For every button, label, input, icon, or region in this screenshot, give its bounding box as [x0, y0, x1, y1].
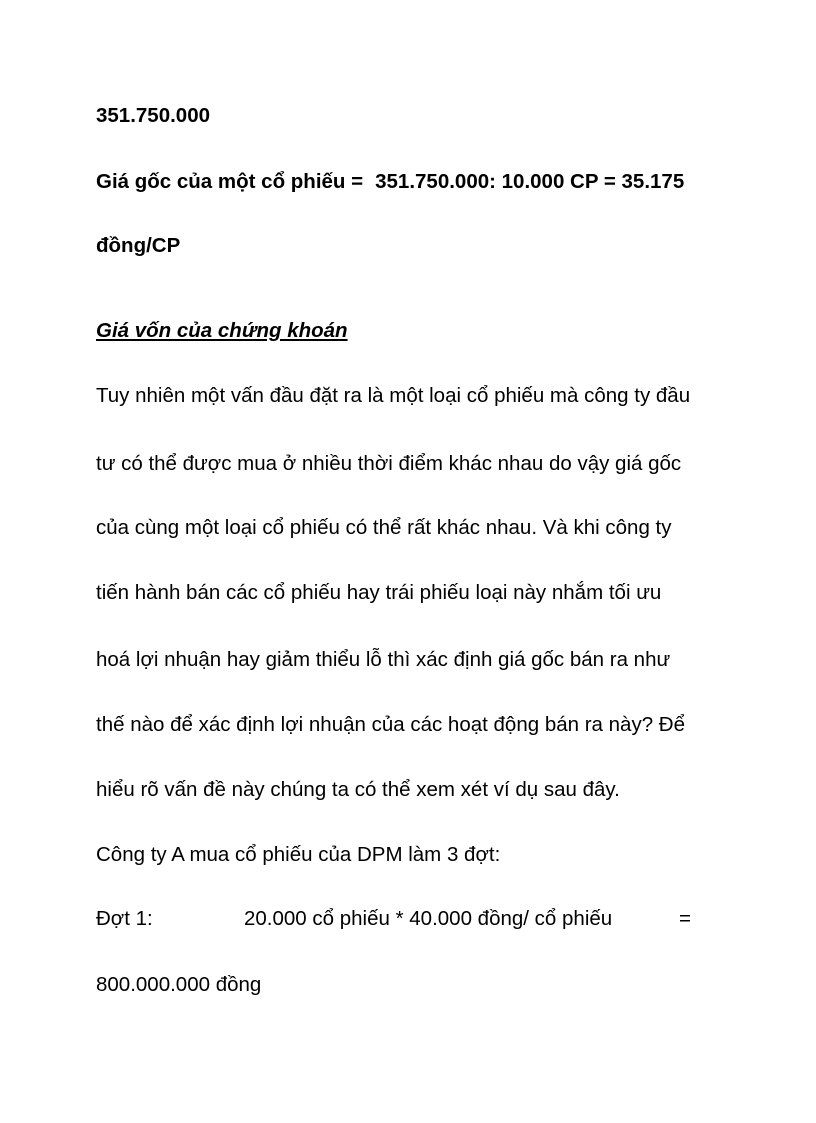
batch1-result: 800.000.000 đồng	[96, 973, 262, 996]
unit-line: đồng/CP	[96, 234, 181, 257]
section-heading: Giá vốn của chứng khoán	[96, 319, 348, 342]
cost-per-share-formula	[96, 170, 684, 194]
formula-left: Giá gốc của một cổ phiếu =	[96, 170, 364, 193]
batch1-calc: 20.000 cổ phiếu * 40.000 đồng/ cổ phiếu	[244, 907, 613, 930]
paragraph-line: hiểu rõ vấn đề này chúng ta có thể xem xét ví dụ sau đây.	[96, 778, 620, 801]
paragraph-line: hoá lợi nhuận hay giảm thiểu lỗ thì xác định giá gốc bán ra như	[96, 648, 671, 671]
example-intro: Công ty A mua cổ phiếu của DPM làm 3 đợt:	[96, 843, 501, 866]
paragraph-line: thế nào để xác định lợi nhuận của các hoạt động bán ra này? Để	[96, 713, 686, 736]
amount-line: 351.750.000	[96, 104, 211, 127]
paragraph-line: của cùng một loại cổ phiếu có thể rất khác nhau. Và khi công ty	[96, 516, 672, 539]
batch1-label: Đợt 1:	[96, 907, 153, 930]
formula-right: 351.750.000: 10.000 CP = 35.175	[375, 170, 685, 193]
paragraph-line: tiến hành bán các cổ phiếu hay trái phiếu loại này nhắm tối ưu	[96, 581, 662, 604]
paragraph-line: tư có thể được mua ở nhiều thời điểm khác nhau do vậy giá gốc	[96, 452, 682, 475]
paragraph-line: Tuy nhiên một vấn đầu đặt ra là một loại cổ phiếu mà công ty đầu	[96, 384, 691, 407]
batch1-equals: =	[679, 907, 691, 930]
